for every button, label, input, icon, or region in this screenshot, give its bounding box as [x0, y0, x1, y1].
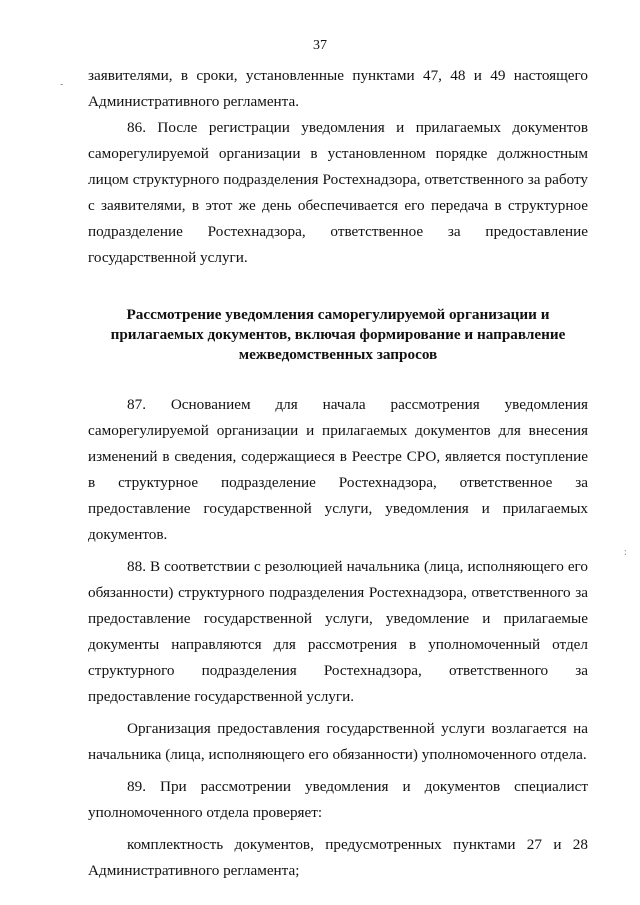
paragraph-organization: Организация предоставления государственной услуги возлагается на начальника (лица, исполняющего его обязанности) уполномоченного отдела.	[88, 720, 588, 763]
scan-mark: :	[624, 547, 627, 558]
page-number: 37	[313, 38, 327, 53]
scan-mark: -	[60, 79, 64, 90]
paragraph-completeness: комплектность документов, предусмотренных пунктами 27 и 28 Административного регламента;	[88, 836, 588, 879]
document-body	[88, 63, 588, 884]
paragraph-continuation: заявителями, в сроки, установленные пунктами 47, 48 и 49 настоящего Административного регламента.	[88, 67, 588, 110]
paragraph-86: 86. После регистрации уведомления и прилагаемых документов саморегулируемой организации в установленном порядке должностным лицом структурного подразделения Ростехнадзора, ответственного за работу с заявителями, в этот же день обеспечивается его передача в структурное подразделение Ростехнадзора, ответственное за предоставление государственной услуги.	[88, 119, 588, 266]
paragraph-87: 87. Основанием для начала рассмотрения уведомления саморегулируемой организации и прилагаемых документов для внесения изменений в сведения, содержащиеся в Реестре СРО, является поступление в структурное подразделение Ростехнадзора, ответственное за предоставление государственной услуги, уведомления и прилагаемых документов.	[88, 396, 588, 543]
section-heading: Рассмотрение уведомления саморегулируемой организации и прилагаемых документов, включая формирование и направление межведомственных запросов	[110, 306, 566, 363]
paragraph-88: 88. В соответствии с резолюцией начальника (лица, исполняющего его обязанности) структурного подразделения Ростехнадзора, ответственного за предоставление государственной услуги, уведомление и прилагаемые документы направляются для рассмотрения в уполномоченный отдел структурного подразделения Ростехнадзора, ответственного за предоставление государственной услуги.	[88, 558, 588, 705]
paragraph-89: 89. При рассмотрении уведомления и документов специалист уполномоченного отдела проверяет:	[88, 778, 588, 821]
